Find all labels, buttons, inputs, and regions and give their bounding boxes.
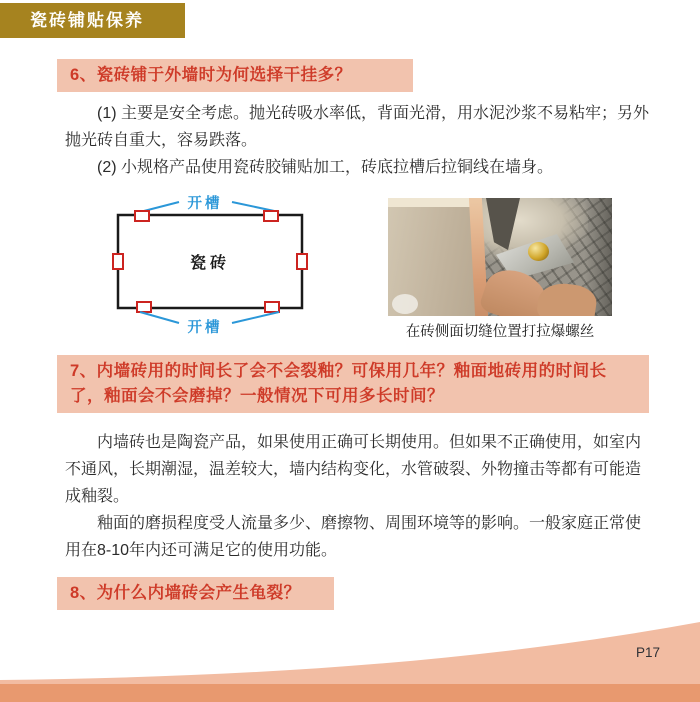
groove-pointer-line [140, 312, 179, 323]
document-title-badge: 瓷砖铺贴保养 [0, 3, 185, 38]
tile-groove-diagram [95, 192, 325, 340]
slot-mark-top-right [264, 211, 278, 221]
photo-highlight-blob [392, 294, 418, 314]
tile-label: 瓷砖 [189, 255, 231, 272]
groove-label-bottom: 开槽 [187, 320, 223, 336]
footer-decoration [0, 620, 700, 702]
section-7-body [65, 429, 650, 564]
footer-band [0, 684, 700, 702]
section-7-paragraph-1: 内墙砖也是陶瓷产品，如果使用正确可长期使用。但如果不正确使用，如室内不通风，长期潮湿，温差较大，墙内结构变化，水管破裂、外物撞击等都有可能造成釉裂。 [65, 434, 642, 505]
photo-caption: 在砖侧面切缝位置打拉爆螺丝 [405, 324, 595, 340]
section-7-heading: 7、内墙砖用的时间长了会不会裂釉？可保用几年？釉面地砖用的时间长了，釉面会不会磨掉？一般情况下可用多长时间？ [57, 355, 649, 413]
slot-mark-top-left [135, 211, 149, 221]
groove-label-top: 开槽 [187, 196, 223, 212]
page-number: P17 [636, 645, 661, 660]
photo-tile-top-edge [388, 198, 480, 207]
slot-mark-right [297, 254, 307, 269]
groove-pointer-line [232, 312, 279, 323]
section-6-body [65, 100, 650, 181]
installation-photo [388, 198, 612, 316]
photo-expansion-screw [528, 242, 549, 261]
section-7-paragraph-2: 釉面的磨损程度受人流量多少、磨擦物、周围环境等的影响。一般家庭正常使用在8-10年内还可满足它的使用功能。 [65, 515, 642, 559]
section-6-heading: 6、瓷砖铺于外墙时为何选择干挂多？ [57, 59, 413, 92]
section-6-paragraph-2: (2) 小规格产品使用瓷砖胶铺贴加工，砖底拉槽后拉铜线在墙身。 [97, 159, 554, 176]
slot-mark-bottom-left [137, 302, 151, 312]
slot-mark-bottom-right [265, 302, 279, 312]
section-6-paragraph-1: (1) 主要是安全考虑。抛光砖吸水率低，背面光滑，用水泥沙浆不易粘牢；另外抛光砖自重大，容易跌落。 [65, 105, 650, 149]
slot-mark-left [113, 254, 123, 269]
section-8-heading: 8、为什么内墙砖会产生龟裂？ [57, 577, 334, 610]
